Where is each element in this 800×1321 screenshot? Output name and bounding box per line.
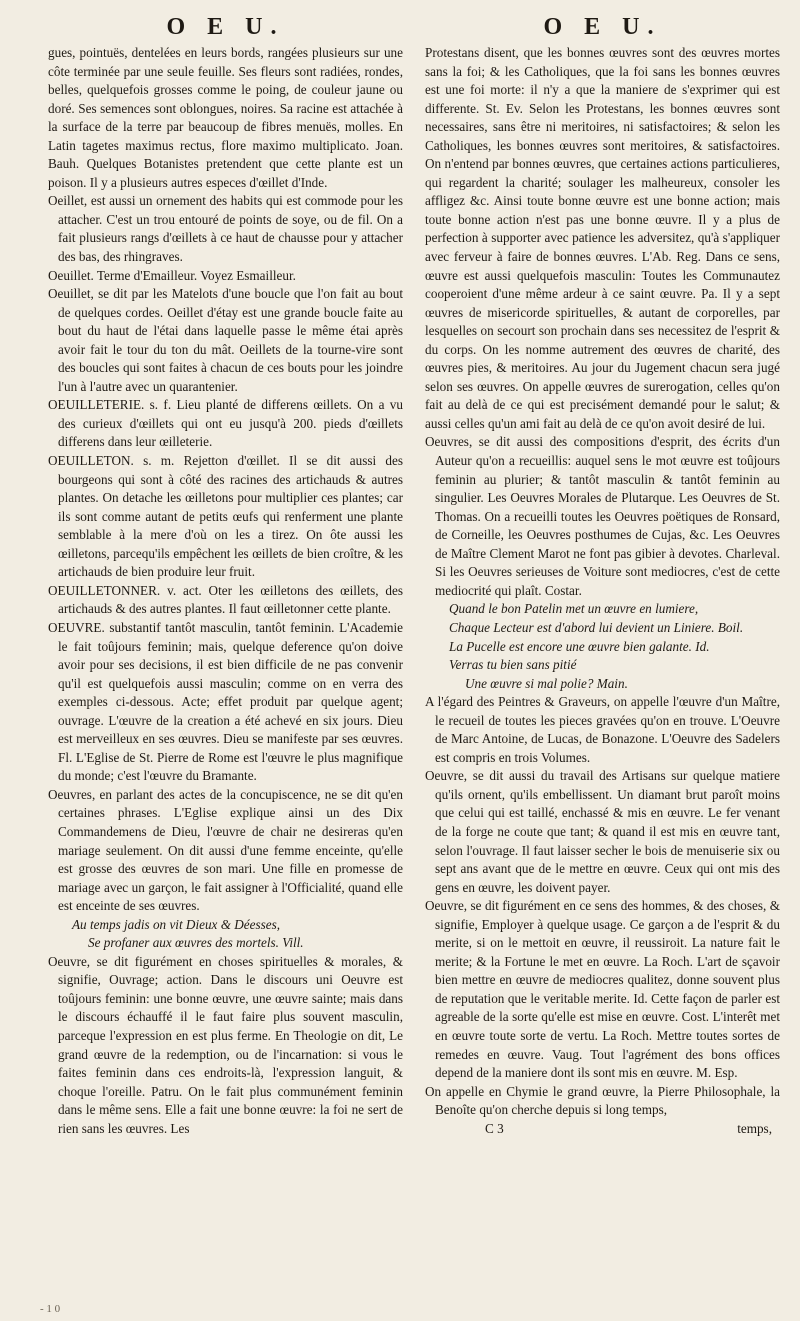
entry-oeuvre: OEUVRE. substantif tantôt masculin, tantôt feminin. L'Academie le fait toûjours feminin; mais, quelque deference qu'on doive avoir pour ses decisions, il est bien difficile de ne pas convenir qu'il est quelquefois aussi masculin; comme on en verra des exemples ci-dessous. Acte; effet produit par quelque agent; ouvrage. L'œuvre de la creation a été achevé en six jours. Dieu est merveilleux en ses œuvres. Dieu se manifeste par ses œuvres. Fl. L'Eglise de St. Pierre de Rome est l'œuvre le plus magnifique du monde; c'est l'œuvre du Bramante. (48, 619, 403, 784)
left-running-head: O E U. (166, 14, 285, 40)
entry-oeuvre-peintres: A l'égard des Peintres & Graveurs, on appelle l'œuvre d'un Maître, le recueil de toutes les pieces gravées qu'on en trouve. L'Oeuvre de Marc Antoine, de Lucas, de Bonazone. L'Oeuvre des Sadelers est compris en trois Volumes. (425, 694, 780, 765)
entry-oeuilletonner: OEUILLETONNER. v. act. Oter les œilletons des œillets, des artichauds & des autres plantes. Il faut œilletonner cette plante. (48, 582, 403, 617)
entry-oeillet-habit: Oeillet, est aussi un ornement des habits qui est commode pour les attacher. C'est un trou entouré de points de soye, ou de fil. On a fait plusieurs rangs d'œillets à ce haut de chausse pour y attacher des bas, des rhingraves. (48, 193, 403, 265)
entry-oeuillet-matelots: Oeuillet, se dit par les Matelots d'une boucle que l'on fait au bout de quelques cordes. Oeillet d'étay est une grande boucle faite au bout du haut de l'étai dans laquelle passe le même étai après avoir fait le tour du ton du mât. Oeillets de la tourne-vire sont des boucles qui sont faites à chacun de ces bouts pour les joindre l'un à l'autre avec un quarantenier. (48, 286, 403, 394)
page-footer (425, 1120, 780, 1138)
entry-oeuvre-spirituelles: Oeuvre, se dit figurément en choses spirituelles & morales, & signifie, Ouvrage; action. Dans le discours uni Oeuvre est toûjours feminin: une bonne œuvre, une œuvre sainte; mais dans le discours échauffé il le faut faire plus souvent masculin, parceque l'expression en est plus ferme. En Theologie on dit, Le grand œuvre de la redemption, ou de l'incarnation: si vous le faites feminin dans ces endroits-là, l'expression languit, & choque l'oreille. Patru. On le fait plus communément feminin dans le même sens. Elle a fait une bonne œuvre: la foi ne sert de rien sans les œuvres. Les (48, 953, 403, 1136)
right-column (425, 14, 780, 1321)
entry-oeuvre-figurement: Oeuvre, se dit figurément en ce sens des hommes, & des choses, & signifie, Employer à quelque usage. Ce garçon a de l'esprit & du merite, si on le mettoit en œuvre, il reussiroit. La nature fait le merite; & la Fortune le met en œuvre. La Roch. L'art de sçavoir bien mettre en œuvre de mediocres qualitez, donne souvent plus de reputation que le veritable merite. Id. Cette façon de parler est agreable de la sorte qu'elle est mise en œuvre. Cost. L'interêt met en œuvre toute sorte de vertu. La Roch. Mettre toutes sortes de remedes en œuvre. Vaug. Tout l'agrément des bons offices depend de la maniere dont ils sont mis en œuvre. M. Esp. (425, 898, 780, 1081)
verse-line: Se profaner aux œuvres des mortels. Vill. (88, 935, 304, 951)
right-paragraph-0: Protestans disent, que les bonnes œuvres sont des œuvres mortes sans la foi; & les Catholiques, que la foi sans les bonnes œuvres est une foi morte: il n'y a que la maniere de s'exprimer qui est differente. St. Ev. Selon les Protestans, les bonnes œuvres sont necessaires, sans être ni meritoires, ni satisfactoires; & selon les Catholiques, les bonnes œuvres sont meritoires, & satisfactoires. On n'entend par bonnes œuvres, que certaines actions particulieres, qui regardent la charité; soulager les malheureux, consoler les affligez &c. Ainsi toute bonne œuvre est une bonne action; mais toute bonne action n'est pas une bonne œuvre. Il y a plus de perfection à supporter avec patience les adversitez, qu'à s'appliquer avec ferveur à faire de bonnes œuvres. L'Ab. Reg. Dans ce sens, œuvre est aussi quelquefois masculin: Toutes les Communautez cooperoient d'une même ardeur à ce saint œuvre. Pa. Il y a sept œuvres de misericorde spirituelles, & autant de corporelles, par lesquelles on secourt son prochain dans ses necessitez de l'esprit & du corps. On les nomme autrement des œuvres de charité, des œuvres pies, & meritoires. Au jour du Jugement chacun sera jugé selon ses œuvres. On appelle œuvres de surerogation, celles qu'on fait au delà de ce qui est precisément demandé pour le salut; & aussi celles qu'un ami fait au delà de ce qu'on avoit desiré de lui. (425, 45, 780, 431)
right-running-head: O E U. (543, 14, 662, 40)
verse-line: Verras tu bien sans pitié (449, 657, 577, 673)
left-paragraph-0: gues, pointuës, dentelées en leurs bords, rangées plusieurs sur une côte terminée par une seule feuille. Ses fleurs sont radiées, rondes, belles, quelquefois grosses comme le poing, de couleur jaune ou doré. Ses semences sont oblongues, noires. Sa racine est attachée à la surface de la terre par beaucoup de fibres menuës, molles. En Latin tagetes maximus rectus, flore maximo multiplicato. Joan. Bauh. Quelques Botanistes pretendent que cette plante est un poison. Il y a plusieurs autres especes d'œillet d'Inde. (48, 45, 403, 190)
signature-mark: C 3 (485, 1120, 504, 1136)
verse-line: Quand le bon Patelin met un œuvre en lumiere, (449, 601, 699, 617)
left-column (48, 14, 403, 1321)
entry-oeuvre-artisans: Oeuvre, se dit aussi du travail des Artisans sur quelque matiere qu'ils ornent, qu'ils embellissent. Un diamant brut paroît moins que celui qui est taillé, enchassé & mis en œuvre. Le fer venant de la forge ne coute que tant; & quand il est mis en œuvre tant, selon l'ouvrage. Il faut laisser secher le bois de menuiserie six ou sept ans avant que de le mettre en œuvre. Ceux qui ont mis des gens en œuvre, les doivent payer. (425, 768, 780, 895)
right-column-text (425, 44, 780, 1120)
entry-grand-oeuvre: On appelle en Chymie le grand œuvre, la Pierre Philosophale, la Benoîte qu'on cherche depuis si long temps, (425, 1083, 780, 1118)
left-column-text (48, 44, 403, 1138)
entry-oeuillet-emailleur: Oeuillet. Terme d'Emailleur. Voyez Esmailleur. (48, 267, 296, 283)
entry-oeuilleton: OEUILLETON. s. m. Rejetton d'œillet. Il se dit aussi des bourgeons qui sont à côté des racines des artichauds & autres plantes. On detache les œilletons pour multiplier ces plantes; car ils sont comme autant de petits œufs qui renferment une plante semblable à la mere d'où on les a tirez. On ôte aussi les œilletons, parcequ'ils empêchent les œillets de bien croître, & les artichauds de bien produire leur fruit. (48, 453, 403, 580)
catchword: temps, (737, 1120, 772, 1136)
entry-oeuilleterie: OEUILLETERIE. s. f. Lieu planté de differens œillets. On a vu des curieux d'œillets qui ont eu jusqu'à 200. pieds d'œillets differens dans leur œilleterie. (48, 397, 403, 450)
entry-oeuvres-concupiscence: Oeuvres, en parlant des actes de la concupiscence, ne se dit qu'en certaines phrases. L'Eglise explique ainsi un des Dix Commandemens de Dieu, l'œuvre de chair ne desireras qu'en mariage seulement. On dit aussi d'une femme enceinte, qu'elle est grosse des œuvres de son mari. Une fille en promesse de mariage avec un garçon, le fait assigner à l'Officialité, quand elle est enceinte de ses œuvres. (48, 786, 403, 914)
verse-line: Une œuvre si mal polie? Main. (465, 675, 628, 691)
footer-left-mark: - 1 0 (40, 1303, 61, 1315)
verse-line: La Pucelle est encore une œuvre bien galante. Id. (449, 638, 710, 654)
verse-line: Chaque Lecteur est d'abord lui devient un Liniere. Boil. (449, 619, 744, 635)
entry-oeuvres-ecrits: Oeuvres, se dit aussi des compositions d'esprit, des écrits d'un Auteur qu'on a recueillis: auquel sens le mot œuvre est toûjours feminin au plurier; & tantôt masculin & tantôt feminin au singulier. Les Oeuvres Morales de Plutarque. Les Oeuvres de St. Thomas. On a recueilli toutes les Oeuvres poëtiques de Ronsard, de Corneille, les Oeuvres posthumes de Cujas, &c. Les Oeuvres de Maître Clement Marot ne font pas gibier à devotes. Charleval. Si les Oeuvres serieuses de Voiture sont mediocres, c'est de cette mediocrité qui plaît. Costar. (425, 434, 780, 598)
verse-line: Au temps jadis on vit Dieux & Déesses, (72, 916, 281, 932)
